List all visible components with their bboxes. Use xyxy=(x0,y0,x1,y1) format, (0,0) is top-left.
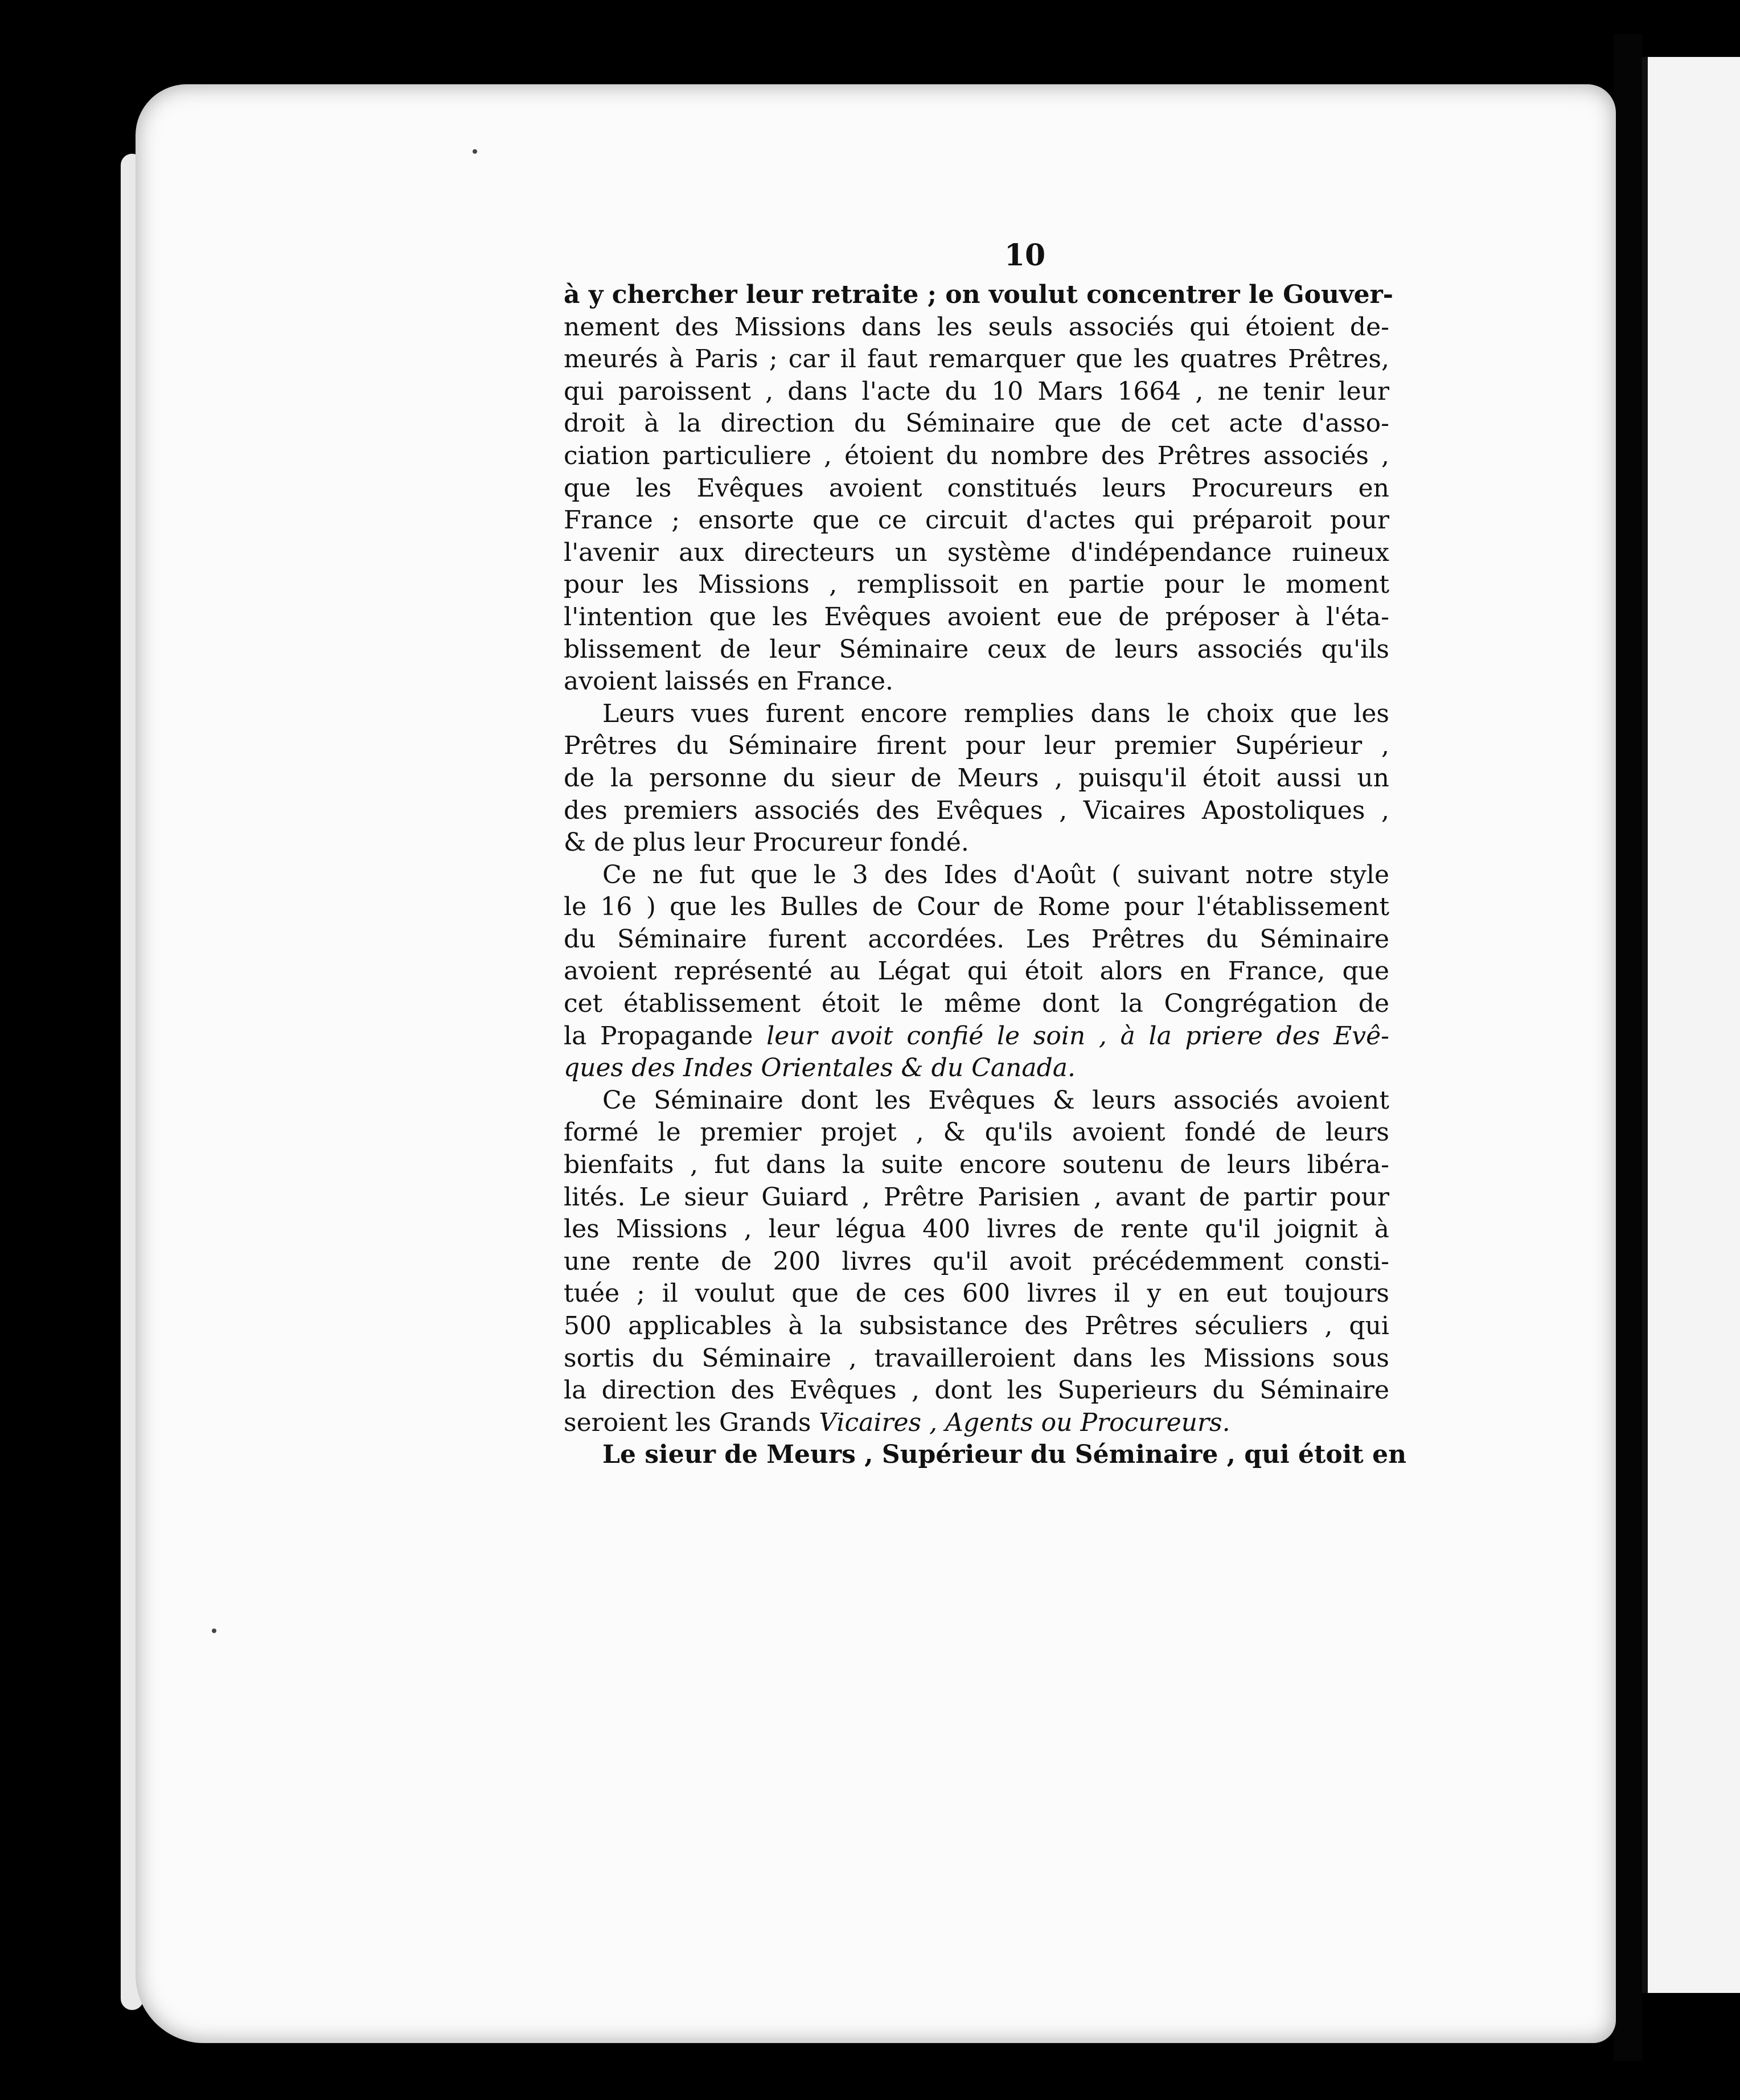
text-line-italic: leur avoit confié le soin , à la priere des Evê- xyxy=(766,1021,1389,1051)
text-line-roman: ciation particuliere , étoient du nombre des Prêtres associés , xyxy=(564,441,1389,470)
text-line-roman: Prêtres du Séminaire firent pour leur premier Supérieur , xyxy=(564,731,1389,761)
adjacent-page-edge xyxy=(1642,57,1740,1993)
text-line-roman: les Missions , leur légua 400 livres de rente qu'il joignit à xyxy=(564,1215,1389,1244)
text-line xyxy=(564,698,1389,731)
text-line-roman: à y chercher leur retraite ; on voulut concentrer le Gouver- xyxy=(564,280,1394,309)
text-line-italic: Vicaires , Agents ou Procureurs. xyxy=(819,1408,1230,1437)
text-line-roman: une rente de 200 livres qu'il avoit précédemment consti- xyxy=(564,1246,1389,1276)
text-line xyxy=(564,762,1389,795)
text-line-roman: tuée ; il voulut que de ces 600 livres il y en eut toujours xyxy=(564,1279,1389,1309)
text-line xyxy=(564,795,1389,827)
page-number: 10 xyxy=(1004,238,1046,273)
text-line-roman: cet établissement étoit le même dont la Congrégation de xyxy=(564,989,1389,1019)
text-line xyxy=(564,924,1389,956)
text-line xyxy=(564,1278,1389,1310)
text-line xyxy=(564,1213,1389,1246)
text-line xyxy=(564,311,1389,344)
body-text xyxy=(564,279,1407,1471)
text-line xyxy=(564,827,1389,859)
text-line xyxy=(564,730,1389,762)
text-line xyxy=(564,666,1389,698)
text-line xyxy=(564,955,1389,988)
text-line xyxy=(564,1343,1389,1375)
text-line-roman: formé le premier projet , & qu'ils avoient fondé de leurs xyxy=(564,1118,1389,1147)
text-line xyxy=(564,279,1394,311)
text-line-roman: que les Evêques avoient constitués leurs Procureurs en xyxy=(564,473,1389,503)
text-line xyxy=(564,601,1389,634)
text-line xyxy=(564,1085,1389,1117)
text-line-roman: France ; ensorte que ce circuit d'actes qui préparoit pour xyxy=(564,506,1389,535)
ink-speck xyxy=(473,149,477,154)
text-line xyxy=(564,537,1389,569)
text-line xyxy=(564,1020,1389,1053)
text-line-roman: la Propagande xyxy=(564,1021,767,1051)
text-line xyxy=(564,988,1389,1020)
text-line-roman: lités. Le sieur Guiard , Prêtre Parisien , avant de partir pour xyxy=(564,1182,1389,1212)
text-line-roman: la direction des Evêques , dont les Superieurs du Séminaire xyxy=(564,1376,1389,1405)
text-line-roman: avoient représenté au Légat qui étoit alors en France, que xyxy=(564,957,1389,986)
text-line xyxy=(564,569,1389,601)
text-line-roman: & de plus leur Procureur fondé. xyxy=(564,828,969,858)
text-line xyxy=(564,1052,1389,1085)
text-line xyxy=(564,505,1389,537)
text-line-roman: Le sieur de Meurs , Supérieur du Séminaire , qui étoit en xyxy=(602,1440,1407,1470)
text-line xyxy=(564,408,1389,440)
text-line xyxy=(564,1375,1389,1407)
text-line-roman: sortis du Séminaire , travailleroient dans les Missions sous xyxy=(564,1343,1389,1373)
text-line xyxy=(564,440,1389,473)
text-line xyxy=(564,473,1389,505)
text-line-roman: l'intention que les Evêques avoient eue de préposer à l'éta- xyxy=(564,602,1389,631)
text-line xyxy=(564,1149,1389,1182)
text-line-roman: Leurs vues furent encore remplies dans le choix que les xyxy=(602,699,1389,728)
text-line-roman: bienfaits , fut dans la suite encore soutenu de leurs libéra- xyxy=(564,1150,1389,1180)
text-line-roman: Ce Séminaire dont les Evêques & leurs associés avoient xyxy=(602,1085,1389,1115)
text-line-roman: du Séminaire furent accordées. Les Prêtres du Séminaire xyxy=(564,924,1389,954)
text-line-roman: nement des Missions dans les seuls associés qui étoient de- xyxy=(564,312,1389,342)
text-line-roman: qui paroissent , dans l'acte du 10 Mars 1664 , ne tenir leur xyxy=(564,376,1389,406)
text-line-roman: des premiers associés des Evêques , Vicaires Apostoliques , xyxy=(564,795,1389,825)
text-line xyxy=(564,343,1389,376)
text-line xyxy=(564,891,1389,924)
book-gutter xyxy=(1614,34,1642,2061)
text-line xyxy=(564,1439,1407,1471)
text-line-roman: Ce ne fut que le 3 des Ides d'Août ( suivant notre style xyxy=(602,860,1389,889)
text-line xyxy=(564,859,1389,892)
text-line-roman: seroient les Grands xyxy=(564,1408,819,1437)
text-line-roman: pour les Missions , remplissoit en partie pour le moment xyxy=(564,570,1389,600)
text-line-roman: droit à la direction du Séminaire que de cet acte d'asso- xyxy=(564,409,1389,438)
text-line-italic: ques des Indes Orientales & du Canada. xyxy=(564,1053,1076,1083)
text-line-roman: avoient laissés en France. xyxy=(564,667,894,696)
text-line-roman: le 16 ) que les Bulles de Cour de Rome pour l'établissement xyxy=(564,892,1389,922)
ink-speck xyxy=(212,1629,216,1633)
text-line xyxy=(564,1407,1389,1439)
text-line xyxy=(564,634,1389,666)
text-line xyxy=(564,1310,1389,1343)
text-line-roman: meurés à Paris ; car il faut remarquer que les quatres Prêtres, xyxy=(564,344,1389,374)
text-line xyxy=(564,376,1389,408)
text-line xyxy=(564,1182,1389,1214)
text-line xyxy=(564,1246,1389,1278)
text-line-roman: l'avenir aux directeurs un système d'indépendance ruineux xyxy=(564,538,1389,567)
text-line-roman: blissement de leur Séminaire ceux de leurs associés qu'ils xyxy=(564,634,1389,664)
text-line-roman: de la personne du sieur de Meurs , puisqu'il étoit aussi un xyxy=(564,763,1389,793)
text-line-roman: 500 applicables à la subsistance des Prêtres séculiers , qui xyxy=(564,1311,1389,1340)
text-line xyxy=(564,1117,1389,1149)
